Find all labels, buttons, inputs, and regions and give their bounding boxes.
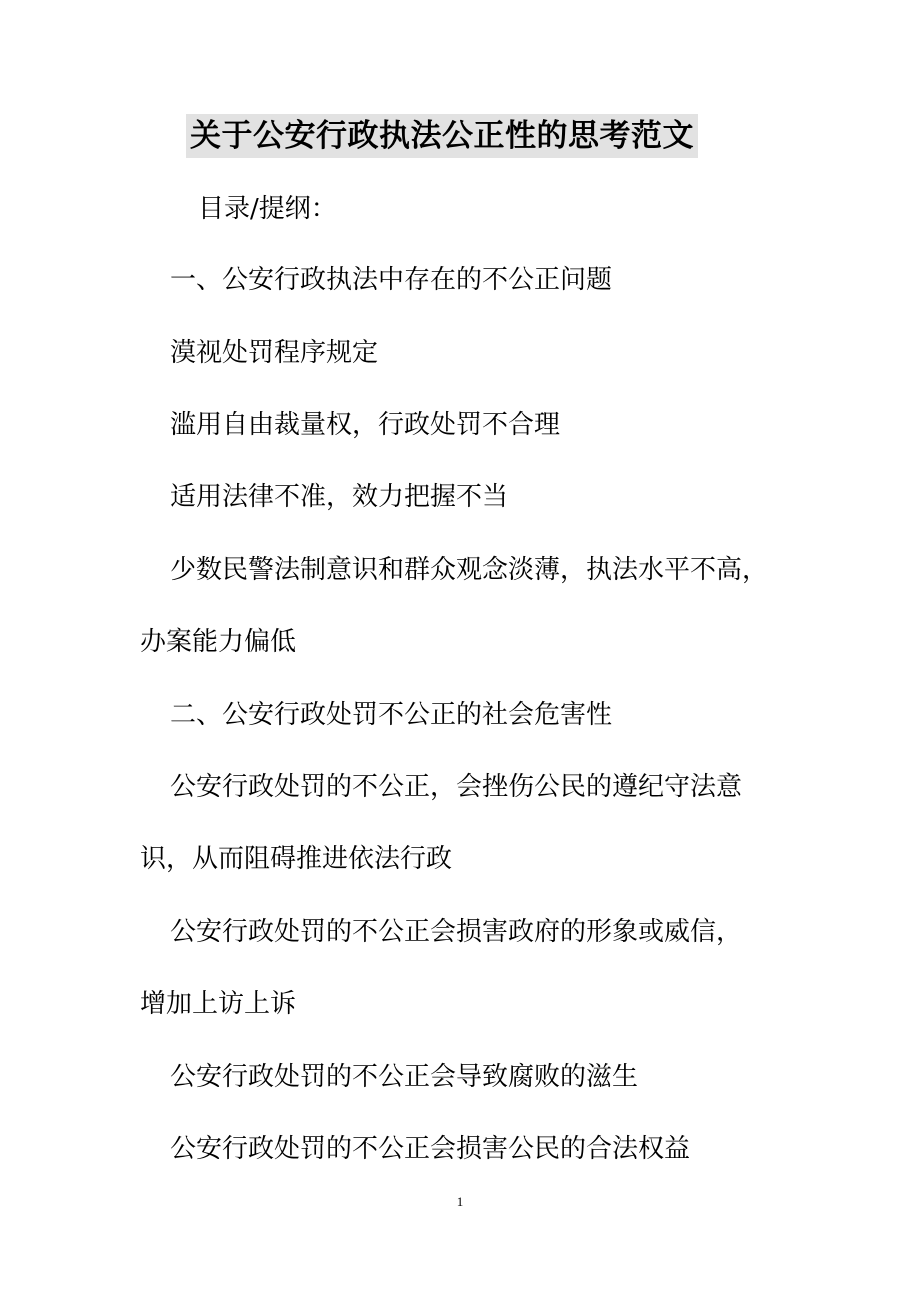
outline-item-continuation: 增加上访上诉 [140,989,297,1019]
outline-item: 公安行政处罚的不公正会导致腐败的滋生 [170,1062,639,1092]
outline-item: 公安行政处罚的不公正会损害公民的合法权益 [170,1134,691,1164]
outline-item: 漠视处罚程序规定 [170,338,379,368]
page-number: 1 [456,1194,464,1209]
outline-label: 目录/提纲： [198,194,337,224]
outline-item: 适用法律不准，效力把握不当 [170,482,509,512]
outline-item: 公安行政处罚的不公正会损害政府的形象或威信， [170,917,743,947]
page-title: 关于公安行政执法公正性的思考范文 [186,114,698,158]
section-heading-1: 一、公安行政执法中存在的不公正问题 [170,265,613,295]
section-heading-2: 二、公安行政处罚不公正的社会危害性 [170,700,613,730]
outline-item: 滥用自由裁量权，行政处罚不合理 [170,410,561,440]
outline-item: 公安行政处罚的不公正，会挫伤公民的遵纪守法意 [170,772,743,802]
outline-item-continuation: 识，从而阻碍推进依法行政 [140,844,453,874]
outline-item: 少数民警法制意识和群众观念淡薄，执法水平不高， [170,555,769,585]
outline-item-continuation: 办案能力偏低 [140,627,297,657]
